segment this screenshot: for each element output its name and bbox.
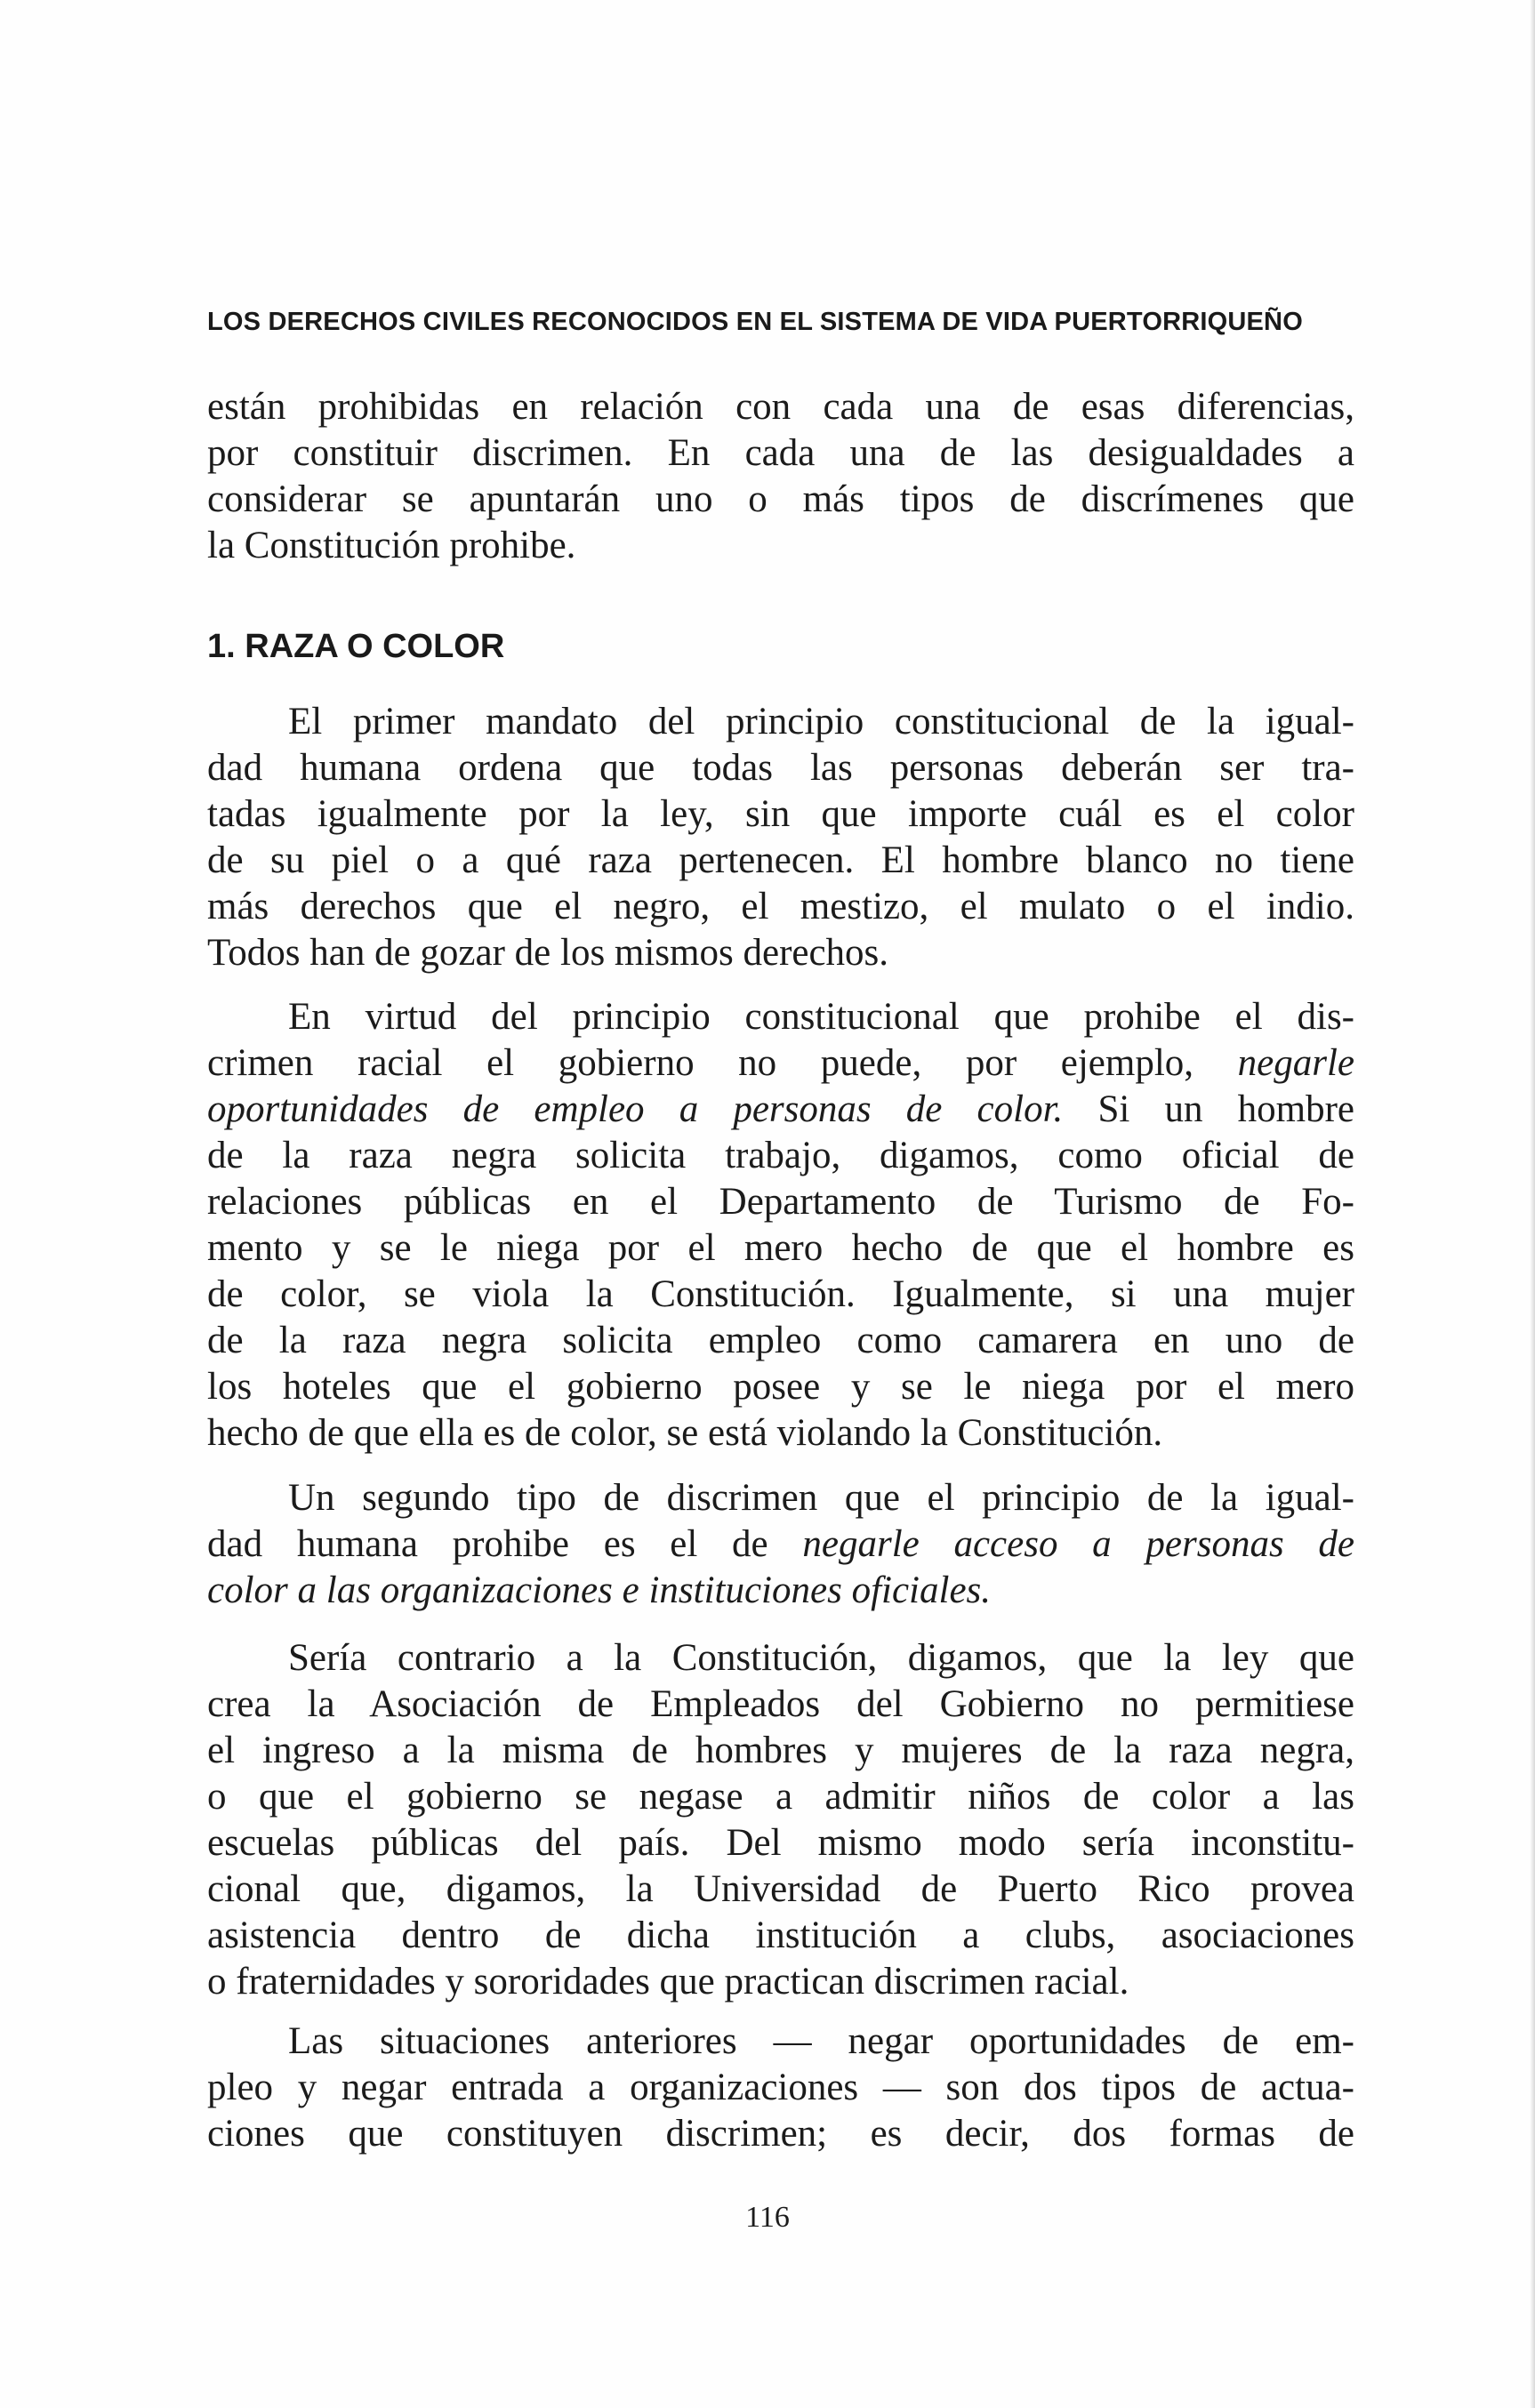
paragraph [207, 699, 1354, 976]
section-heading [207, 628, 504, 666]
text-line: mento y se le niega por el mero hecho de que el hombre es [207, 1227, 1354, 1269]
text-line: de la raza negra solicita empleo como camarera en uno de [207, 1320, 1354, 1361]
text-line: tadas igualmente por la ley, sin que importe cuál es el color [207, 793, 1354, 835]
emphasis-text: oportunidades de empleo a personas de color. [207, 1088, 1064, 1130]
text-line: considerar se apuntarán uno o más tipos de discrímenes que [207, 478, 1354, 520]
text-line: están prohibidas en relación con cada una de esas diferencias, [207, 386, 1354, 428]
emphasis-text: negarle acceso a personas de [802, 1523, 1355, 1565]
text-line: de color, se viola la Constitución. Igualmente, si una mujer [207, 1273, 1354, 1315]
text-run: crimen racial el gobierno no puede, por ejemplo, [207, 1042, 1194, 1084]
text-line: de su piel o a qué raza pertenecen. El hombre blanco no tiene [207, 839, 1354, 881]
text-line: hecho de que ella es de color, se está violando la Constitución. [207, 1412, 1163, 1454]
text-line: crea la Asociación de Empleados del Gobierno no permitiese [207, 1683, 1354, 1725]
paragraph [207, 994, 1354, 1457]
text-line [207, 1087, 1354, 1133]
running-header: LOS DERECHOS CIVILES RECONOCIDOS EN EL SISTEMA DE VIDA PUERTORRIQUEÑO [207, 308, 1303, 336]
text-line: El primer mandato del principio constitucional de la igual- [288, 701, 1354, 742]
text-line: En virtud del principio constitucional que prohibe el dis- [288, 996, 1354, 1038]
section-title: RAZA O COLOR [245, 628, 505, 665]
text-line: relaciones públicas en el Departamento de Turismo de Fo- [207, 1181, 1354, 1223]
text-run: dad humana prohibe es el de [207, 1523, 768, 1565]
paragraph [207, 384, 1354, 569]
page-edge [1530, 0, 1535, 2408]
text-line: ciones que constituyen discrimen; es decir, dos formas de [207, 2113, 1354, 2155]
text-line [207, 1521, 1354, 1568]
text-line: cional que, digamos, la Universidad de Puerto Rico provea [207, 1868, 1354, 1910]
text-line: Todos han de gozar de los mismos derechos. [207, 932, 889, 974]
text-line: por constituir discrimen. En cada una de las desigualdades a [207, 432, 1354, 474]
text-line [207, 1568, 1354, 1614]
text-line [207, 1040, 1354, 1087]
text-line: la Constitución prohibe. [207, 525, 576, 566]
text-run: Si un hombre [1097, 1088, 1355, 1130]
text-line: escuelas públicas del país. Del mismo modo sería inconstitu- [207, 1822, 1354, 1864]
text-line: dad humana ordena que todas las personas deberán ser tra- [207, 747, 1354, 789]
section-number: 1. [207, 628, 236, 665]
paragraph [207, 1475, 1354, 1614]
text-line: Un segundo tipo de discrimen que el principio de la igual- [288, 1477, 1354, 1519]
text-line: más derechos que el negro, el mestizo, el mulato o el indio. [207, 886, 1354, 927]
text-line: asistencia dentro de dicha institución a clubs, asociaciones [207, 1914, 1354, 1956]
text-line: o que el gobierno se negase a admitir niños de color a las [207, 1776, 1354, 1818]
text-line: Sería contrario a la Constitución, digamos, que la ley que [288, 1637, 1354, 1679]
emphasis-text: color a las organizaciones e instituciones oficiales. [207, 1569, 992, 1611]
paragraph [207, 1635, 1354, 2005]
paragraph [207, 2019, 1354, 2157]
emphasis-text: negarle [1237, 1042, 1355, 1084]
text-line: Las situaciones anteriores — negar oportunidades de em- [288, 2020, 1354, 2062]
text-line: el ingreso a la misma de hombres y mujeres de la raza negra, [207, 1730, 1354, 1771]
page-number: 116 [745, 2201, 790, 2234]
text-line: o fraternidades y sororidades que practican discrimen racial. [207, 1961, 1129, 2003]
text-line: los hoteles que el gobierno posee y se le niega por el mero [207, 1366, 1354, 1408]
text-line: de la raza negra solicita trabajo, digamos, como oficial de [207, 1135, 1354, 1176]
text-line: pleo y negar entrada a organizaciones — son dos tipos de actua- [207, 2067, 1354, 2108]
